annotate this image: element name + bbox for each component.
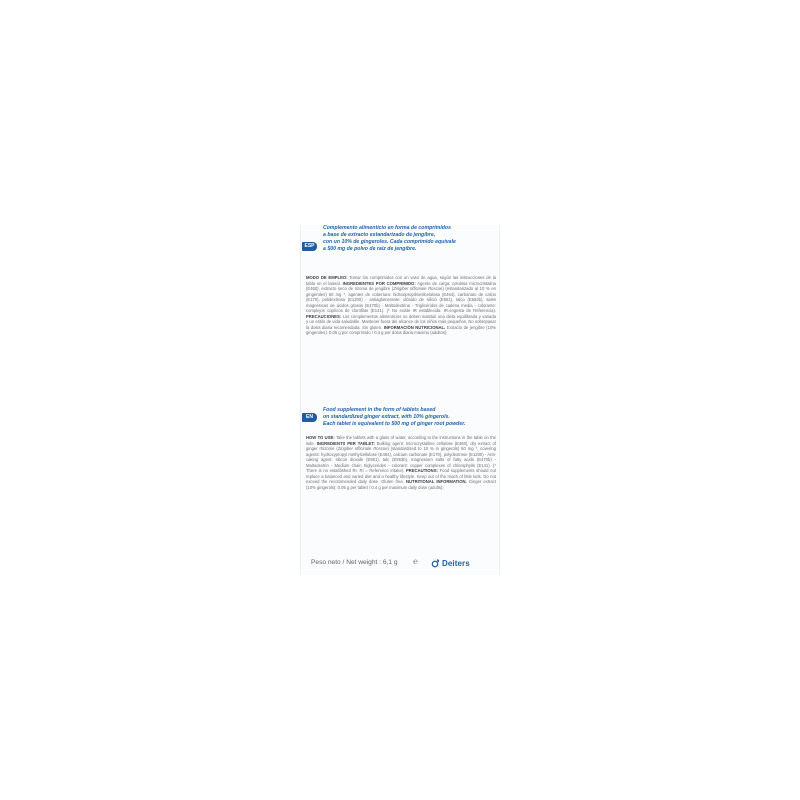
nutrition-text: Ginger extract (10% gingerols): 0.05 g per tablet / 0.4 g per maximum daily dose (adults). [306, 479, 496, 490]
net-weight: Peso neto / Net weight : 6,1 g [311, 559, 398, 566]
nutrition-heading: NUTRITIONAL INFORMATION. [405, 479, 467, 485]
nutrition-heading: INFORMACIÓN NUTRICIONAL. [383, 324, 446, 330]
headline-line: Food supplement in the form of tablets based [323, 407, 436, 413]
ingredients-text: Bulking agent: microcrystalline cellulose (E460), dry extract of ginger rhizome ( [306, 440, 496, 452]
nutrition-text: Extracto de jengibre (10% gingeroles): 0,05 g por comprimido / 0,4 g por dosis diaria máxima (adultos). [306, 324, 496, 336]
headline-line: a base de extracto estandarizado de jengibre, [323, 232, 436, 238]
headline-esp [323, 225, 498, 253]
use-heading: MODO DE EMPLEO: [306, 275, 348, 280]
ingredients-heading: INGREDIENTS PER TABLET: [316, 440, 375, 446]
precautions-heading: PRECAUCIONES: [306, 313, 342, 319]
ingredients-text: ) (estandarizado al 10 % en gingeroles) 50 mg *, agentes de cobertura: hidroxipropilmetilcelulosa (E464), carbonato de calcio (E170), polidextrosa (E1200) - antiaglomerante: dióxido de silicio (E551), talco (E553b), sales magnésicas de ácidos grasos (E470b) - Maltodextrina - Triglicéridos de cadena media - colorante: complejos cúpricos de clorofilas (E141). (* No existe IR establecida. IR=Ingesta de Referencia). [306, 286, 496, 314]
headline-en [323, 407, 498, 428]
body-text-en [306, 435, 496, 490]
ingredients-heading: INGREDIENTES POR COMPRIMIDO: [342, 280, 416, 286]
headline-line: Complemento alimenticio en forma de comprimidos [323, 225, 451, 231]
precautions-heading: PRECAUTIONS: [406, 468, 438, 474]
product-label [300, 225, 500, 575]
use-text: Take the tablets with a glass of water, according to the instructions in the table on the side. [306, 435, 496, 446]
headline-line: a 500 mg de polvo de raíz de jengibre. [323, 246, 417, 252]
language-badge-esp: ESP [302, 242, 317, 251]
label-footer [301, 555, 501, 571]
deiters-logo-icon [431, 558, 441, 568]
brand-name: Deiters [442, 558, 470, 568]
ingredients-latin-name: Zingiber officinale Roscoe [337, 446, 388, 452]
precautions-text: Los complementos alimenticios no deben sustituir una dieta equilibrada y variada y un estilo de vida saludable. Mantener fuera del alcance de los niños más pequeños. No sobrepasar la dosis diaria recomendada. Sin gluten. [306, 313, 496, 330]
ingredients-latin-name: Zingiber officinale Roscoe [393, 286, 443, 292]
ingredients-text: Agente de carga: celulosa microcristalina (E460), extracto seco de rizoma de jengibre ( [306, 280, 496, 292]
use-text: Tomar los comprimidos con un vaso de agua, según las instrucciones de la tabla en el lateral. [306, 275, 496, 286]
use-heading: HOW TO USE: [306, 435, 335, 440]
headline-line: Each tablet is equivalent to 500 mg of ginger root powder. [323, 421, 466, 427]
headline-line: con un 10% de gingeroles. Cada comprimido equivale [323, 239, 456, 245]
headline-line: on standardized ginger extract, with 10% gingerols. [323, 414, 450, 420]
language-badge-en: EN [302, 413, 317, 422]
brand-logo [431, 557, 470, 569]
body-text-esp [306, 275, 496, 336]
estimated-sign-icon: ℮ [413, 557, 418, 566]
precautions-text: Food supplements should not replace a balanced and varied diet and a healthy lifestyle. Keep out of the reach of little kids. Do not exceed the recommended daily dose. Gluten free. [306, 468, 496, 485]
ingredients-text: ) (standardized to 10 % in gingerols) 50 mg *, covering agents: hydroxypropyl methylcellulose (E464), calcium carbonate (E170), polydextrose (E1200) - Anti-caking agent: silicon dioxide (E551), talc (E553b), magnesium salts of fatty acids (E470b) - Maltodextrin - Medium chain triglycerides - colorant: copper complexes of chlorophylls (E141). (* There is no established RI. RI = Reference Intake). [306, 446, 496, 474]
